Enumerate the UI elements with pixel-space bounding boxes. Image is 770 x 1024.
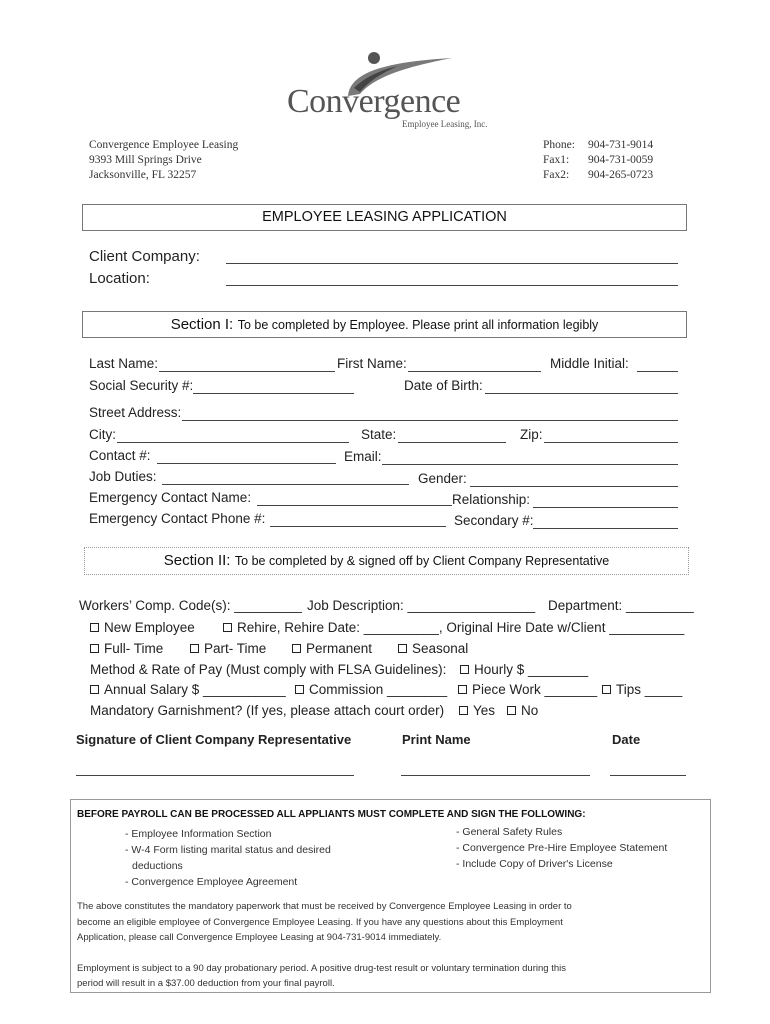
list-item: - Include Copy of Driver's License	[456, 858, 613, 870]
list-item: - Employee Information Section	[125, 828, 272, 840]
company-name: Convergence Employee Leasing	[89, 139, 239, 151]
middle-initial-label: Middle Initial:	[550, 356, 629, 371]
relationship-field[interactable]	[533, 507, 678, 508]
middle-initial-field[interactable]	[637, 371, 678, 372]
piece-work-label: Piece Work _______	[472, 682, 598, 697]
company-contacts	[543, 138, 653, 183]
city-field[interactable]	[117, 442, 349, 443]
company-city: Jacksonville, FL 32257	[89, 169, 197, 181]
notice-left-list	[125, 826, 331, 890]
checkbox-icon[interactable]	[459, 706, 468, 715]
list-item: - General Safety Rules	[456, 826, 563, 838]
logo-subtitle: Employee Leasing, Inc.	[402, 119, 488, 129]
section1-text: To be completed by Employee. Please print all information legibly	[237, 318, 599, 332]
email-label: Email:	[344, 449, 382, 464]
fax2-label: Fax2:	[543, 169, 570, 181]
notice-paragraph-2	[77, 961, 566, 991]
seasonal-option[interactable]	[398, 641, 468, 656]
rehire-option[interactable]	[223, 620, 684, 635]
print-name-label: Print Name	[402, 732, 471, 747]
first-name-label: First Name:	[337, 356, 407, 371]
permanent-label: Permanent	[306, 641, 373, 656]
paragraph-line: Application, please call Convergence Employee Leasing at 904-731-9014 immediately.	[77, 932, 442, 943]
signature-label: Signature of Client Company Representative	[76, 732, 352, 747]
relationship-label: Relationship:	[452, 492, 531, 507]
fax1-value: 904-731-0059	[588, 154, 654, 166]
new-employee-label: New Employee	[104, 620, 195, 635]
hourly-label: Hourly $ ________	[474, 662, 589, 677]
title-box	[82, 204, 687, 231]
garnishment-label: Mandatory Garnishment? (If yes, please attach court order)	[90, 703, 445, 718]
garnishment-yes-option[interactable]	[459, 703, 495, 718]
checkbox-icon[interactable]	[190, 644, 199, 653]
fax2-value: 904-265-0723	[588, 169, 654, 181]
checkbox-icon[interactable]	[458, 685, 467, 694]
zip-field[interactable]	[544, 442, 678, 443]
section2-box	[84, 547, 689, 575]
dob-label: Date of Birth:	[404, 378, 483, 393]
notice-heading: BEFORE PAYROLL CAN BE PROCESSED ALL APPLIANTS MUST COMPLETE AND SIGN THE FOLLOWING:	[77, 809, 586, 820]
checkbox-icon[interactable]	[507, 706, 516, 715]
list-item: deductions	[132, 860, 183, 872]
checkbox-icon[interactable]	[398, 644, 407, 653]
job-description-label: Job Description: _________________	[307, 598, 536, 613]
tips-option[interactable]	[602, 682, 682, 697]
section2-text: To be completed by & signed off by Client Company Representative	[234, 554, 610, 568]
company-street: 9393 Mill Springs Drive	[89, 154, 202, 166]
emergency-phone-label: Emergency Contact Phone #:	[89, 511, 266, 526]
date-label: Date	[612, 732, 641, 747]
checkbox-icon[interactable]	[602, 685, 611, 694]
client-company-field[interactable]	[226, 263, 678, 264]
annual-salary-label: Annual Salary $ ___________	[104, 682, 286, 697]
gender-field[interactable]	[470, 486, 678, 487]
checkbox-icon[interactable]	[460, 665, 469, 674]
checkbox-icon[interactable]	[295, 685, 304, 694]
checkbox-icon[interactable]	[90, 685, 99, 694]
section1-label: Section I:	[170, 316, 234, 333]
seasonal-label: Seasonal	[412, 641, 469, 656]
checkbox-icon[interactable]	[223, 623, 232, 632]
job-duties-label: Job Duties:	[89, 469, 157, 484]
commission-option[interactable]	[295, 682, 447, 697]
date-field[interactable]	[610, 775, 686, 776]
emergency-name-field[interactable]	[257, 505, 452, 506]
contact-field[interactable]	[157, 463, 336, 464]
state-label: State:	[361, 427, 397, 442]
hourly-option[interactable]	[460, 662, 588, 677]
section2-header	[85, 548, 688, 574]
client-company-label: Client Company:	[89, 248, 200, 265]
paragraph-line: The above constitutes the mandatory paperwork that must be received by Convergence Employee Leasing in order to	[77, 901, 572, 912]
logo-name: Convergence	[287, 83, 461, 120]
last-name-field[interactable]	[159, 371, 335, 372]
list-item: - Convergence Pre-Hire Employee Statement	[456, 842, 668, 854]
emergency-phone-field[interactable]	[270, 526, 446, 527]
paragraph-line: become an eligible employee of Convergence Employee Leasing. If you have any questions about this Employment	[77, 916, 563, 928]
full-time-label: Full- Time	[104, 641, 164, 656]
section2-label: Section II:	[163, 552, 231, 569]
ssn-label: Social Security #:	[89, 378, 194, 393]
rehire-label: Rehire, Rehire Date: __________, Original Hire Date w/Client __________	[237, 620, 685, 635]
zip-label: Zip:	[520, 427, 543, 442]
section1-box	[82, 311, 687, 338]
part-time-option[interactable]	[190, 641, 266, 656]
list-item: - W-4 Form listing marital status and desired	[125, 844, 331, 856]
gender-label: Gender:	[418, 471, 467, 486]
tips-label: Tips _____	[616, 682, 683, 697]
location-field[interactable]	[226, 285, 678, 286]
annual-salary-option[interactable]	[90, 682, 286, 697]
street-field[interactable]	[182, 420, 678, 421]
emergency-name-label: Emergency Contact Name:	[89, 490, 252, 505]
print-name-field[interactable]	[401, 775, 590, 776]
checkbox-icon[interactable]	[90, 623, 99, 632]
job-duties-field[interactable]	[162, 484, 409, 485]
paragraph-line: Employment is subject to a 90 day probationary period. A positive drug-test result or voluntary termination during this	[77, 963, 566, 974]
method-rate-label: Method & Rate of Pay (Must comply with FLSA Guidelines):	[90, 662, 447, 677]
page-title: EMPLOYEE LEASING APPLICATION	[262, 209, 507, 225]
phone-label: Phone:	[543, 139, 575, 151]
city-label: City:	[89, 427, 116, 442]
section1-header	[83, 312, 686, 338]
last-name-label: Last Name:	[89, 356, 159, 371]
no-label: No	[521, 703, 539, 718]
secondary-field[interactable]	[533, 528, 678, 529]
secondary-label: Secondary #:	[454, 513, 534, 528]
checkbox-icon[interactable]	[90, 644, 99, 653]
checkbox-icon[interactable]	[292, 644, 301, 653]
signature-field[interactable]	[76, 775, 354, 776]
garnishment-no-option[interactable]	[507, 703, 538, 718]
street-label: Street Address:	[89, 405, 182, 420]
first-name-field[interactable]	[408, 371, 541, 372]
paragraph-line: period will result in a $37.00 deduction from your final payroll.	[77, 978, 335, 989]
phone-value: 904-731-9014	[588, 139, 654, 151]
notice-box	[70, 799, 711, 993]
contact-label: Contact #:	[89, 448, 151, 463]
company-address	[89, 138, 238, 183]
full-time-option[interactable]	[90, 641, 163, 656]
ssn-field[interactable]	[193, 393, 354, 394]
dob-field[interactable]	[485, 393, 678, 394]
piece-work-option[interactable]	[458, 682, 597, 697]
list-item: - Convergence Employee Agreement	[125, 876, 298, 888]
notice-paragraph-1	[77, 899, 572, 946]
department-label: Department: _________	[548, 598, 694, 613]
email-field[interactable]	[382, 464, 678, 465]
commission-label: Commission ________	[309, 682, 448, 697]
state-field[interactable]	[398, 442, 506, 443]
part-time-label: Part- Time	[204, 641, 267, 656]
workers-comp-label: Workers’ Comp. Code(s): _________	[79, 598, 302, 613]
notice-right-list	[456, 824, 667, 872]
location-label: Location:	[89, 270, 150, 287]
new-employee-option[interactable]	[90, 620, 195, 635]
fax1-label: Fax1:	[543, 154, 570, 166]
permanent-option[interactable]	[292, 641, 372, 656]
yes-label: Yes	[473, 703, 496, 718]
